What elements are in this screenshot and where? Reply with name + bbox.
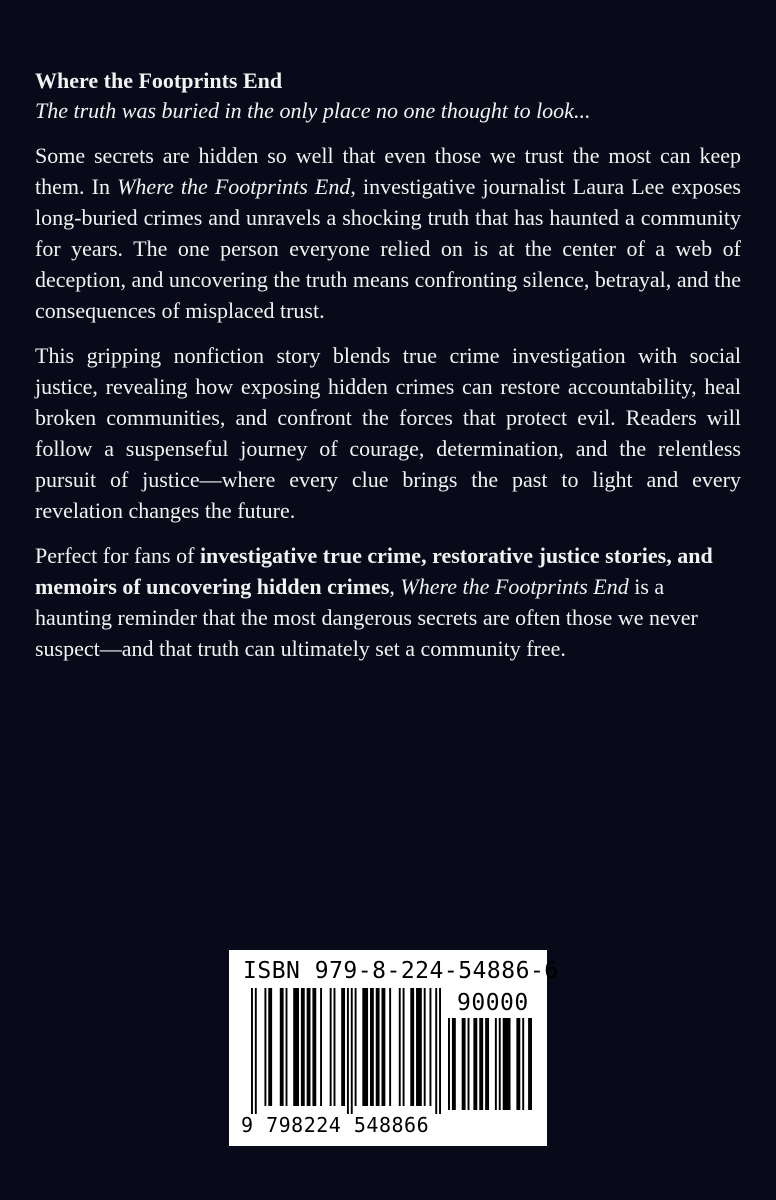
p3-text-e: is a haunting reminder that the most dangerous secrets are often those we never suspect—and that truth can ultimately set a community free. — [35, 574, 698, 661]
p1-book-title-italic: Where the Footprints End — [117, 174, 351, 199]
p3-text-a: Perfect for fans of — [35, 543, 200, 568]
blurb-paragraph-2: This gripping nonfiction story blends true crime investigation with social justice, revealing how exposing hidden crimes can restore accountability, heal broken communities, and confront the forces that protect evil. Readers will follow a suspenseful journey of courage, determination, and the relentless pursuit of justice—where every clue brings the past to light and every revelation changes the future. — [35, 343, 741, 523]
p1-text-c: , investigative journalist Laura Lee exposes long-buried crimes and unravels a shocking truth that has haunted a community for years. The one person everyone relied on is at the center of a web of deception, and uncovering the truth means confronting silence, betrayal, and the consequences of misplaced trust. — [35, 174, 741, 323]
isbn-label: ISBN 979-8-224-54886-6 — [243, 958, 559, 984]
addon-bars — [448, 1018, 534, 1112]
p3-genres-bold: investigative true crime, restorative justice stories, and memoirs of uncovering hidden crimes — [35, 543, 713, 599]
book-tagline: The truth was buried in the only place no one thought to look... — [35, 98, 591, 123]
p3-book-title-italic: Where the Footprints End — [400, 574, 629, 599]
ean-digits: 9 798224 548866 — [241, 1113, 430, 1137]
p3-text-c: , — [389, 574, 401, 599]
barcode — [229, 950, 559, 1146]
ean-bars — [251, 988, 443, 1116]
price-code: 90000 — [457, 990, 529, 1016]
blurb-paragraph-1 — [35, 140, 741, 326]
book-title: Where the Footprints End — [35, 68, 283, 93]
p1-text-a: Some secrets are hidden so well that even those we trust the most can keep them. In — [35, 143, 741, 199]
blurb-paragraph-3 — [35, 540, 741, 664]
blurb — [35, 66, 741, 678]
